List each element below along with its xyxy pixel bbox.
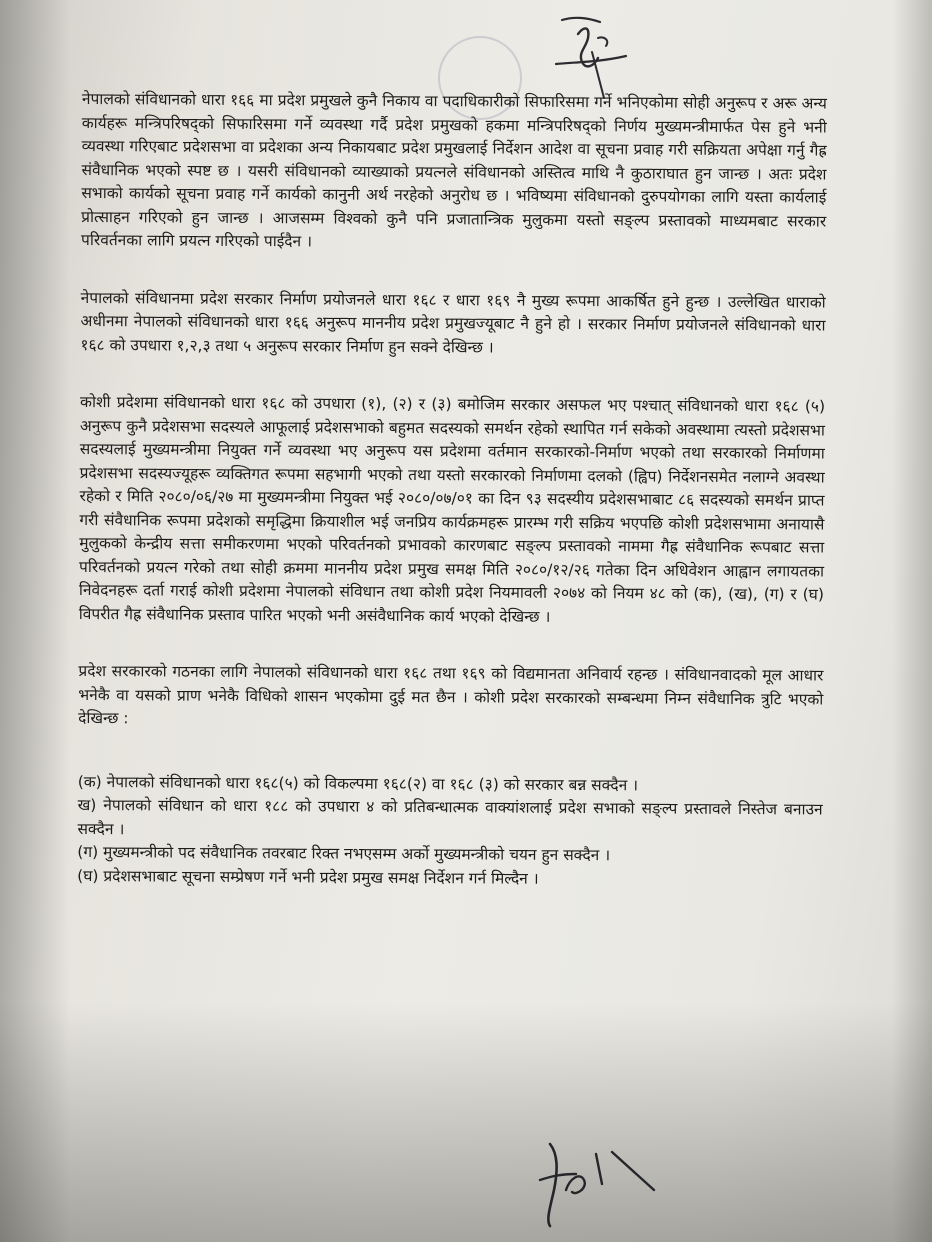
list-item: (ग) मुख्यमन्त्रीको पद संवैधानिक तवरबाट रिक्त नभएसम्म अर्को मुख्यमन्त्रीको चयन हुन सक्दैन । — [77, 842, 611, 865]
paragraph-constitution-article-166: नेपालको संविधानको धारा १६६ मा प्रदेश प्रमुखले कुनै निकाय वा पदाधिकारीको सिफारिसमा गर्ने भनिएकोमा सोही अनुरूप र अरू अन्य कार्यहरू मन्त्रिपरिषद्को सिफारिसमा गर्ने व्यवस्था गर्दै प्रदेश प्रमुखको हकमा मन्त्रिपरिषद्को निर्णय मुख्यमन्त्रीमार्फत पेस हुने भनी व्यवस्था गरिएबाट प्रदेशसभा वा प्रदेशका अन्य निकायबाट प्रदेश प्रमुखलाई निर्देशन आदेश वा सूचना प्रवाह गरी सक्रियता अपेक्षा गर्नु गैह्र संवैधानिक भएको स्पष्ट छ । यसरी संविधानको व्याख्याको प्रयत्नले संविधानको अस्तित्व माथि नै कुठाराघात हुन जान्छ । अतः प्रदेश सभाको कार्यको सूचना प्रवाह गर्ने कार्यको कानुनी अर्थ नरहेको अनुरोध छ । भविष्यमा संविधानको दुरुपयोगका लागि यस्ता कार्यलाई प्रोत्साहन गरिएको हुन जान्छ । आजसम्म विश्वको कुनै पनि प्रजातान्त्रिक मुलुकमा यस्तो सङ्ल्प प्रस्तावको माध्यमबाट सरकार परिवर्तनका लागि प्रयत्न गरिएको पाईदैन । — [81, 89, 827, 251]
list-item: ख) नेपालको संविधान को धारा १८८ को उपधारा ४ को प्रतिबन्धात्मक वाक्यांशलाई प्रदेश सभाको सङ्ल्प प्रस्तावले निस्तेज बनाउन सक्दैन । — [77, 795, 823, 838]
paragraph-koshi-province: कोशी प्रदेशमा संविधानको धारा १६८ को उपधारा (१), (२) र (३) बमोजिम सरकार असफल भए पश्चात् संविधानको धारा १६८ (५) अनुरूप कुनै प्रदेशसभा सदस्यले आफूलाई प्रदेशसभाको बहुमत सदस्यको समर्थन रहेको स्थापित गर्न सकेको अवस्थामा त्यस्तो प्रदेशसभा सदस्यलाई मुख्यमन्त्रीमा नियुक्त गर्ने व्यवस्था भए अनुरूप यस प्रदेशमा वर्तमान सरकारको-निर्माण भएको तथा सरकारको निर्माणमा प्रदेशसभा सदस्यज्यूहरू व्यक्तिगत रूपमा सहभागी भएको तथा यस्तो सरकारको निर्माणमा दलको (ह्विप) निर्देशनसमेत नलाग्ने अवस्था रहेको र मिति २०८०/०६/२७ मा मुख्यमन्त्रीमा नियुक्त भई २०८०/०७/०१ का दिन ९३ सदस्यीय प्रदेशसभाबाट ८६ सदस्यको समर्थन प्राप्त गरी संवैधानिक रूपमा प्रदेशको समृद्धिमा क्रियाशील भई जनप्रिय कार्यक्रमहरू प्रारम्भ गरी सक्रिय भएपछि कोशी प्रदेशसभामा अनायासै मुलुकको केन्द्रीय सत्ता समीकरणमा भएको परिवर्तनको प्रभावको कारणबाट सङ्ल्प प्रस्तावको नाममा गैह्र संवैधानिक रूपबाट सत्ता परिवर्तनको प्रयत्न गरेको तथा सोही क्रममा माननीय प्रदेश प्रमुख समक्ष मिति २०८०/१२/२६ गतेका दिन अधिवेशन आह्वान लगायतका निवेदनहरू दर्ता गराई कोशी प्रदेशमा नेपालको संविधान तथा कोशी प्रदेश नियमावली २०७४ को नियम ४८ को (क), (ख), (ग) र (घ) विपरीत गैह्र संवैधानिक प्रस्ताव पारित भएको भनी असंवैधानिक कार्य भएको देखिन्छ । — [78, 392, 826, 626]
error-list — [77, 770, 823, 892]
paragraph-government-formation: नेपालको संविधानमा प्रदेश सरकार निर्माण प्रयोजनले धारा १६८ र धारा १६९ नै मुख्य रूपमा आकर्षित हुने हुन्छ । उल्लेखित धाराको अधीनमा नेपालको संविधानको धारा १६६ अनुरूप माननीय प्रदेश प्रमुखज्यूबाट नै हुने हो । सरकार निर्माण प्रयोजनले संविधानको धारा १६८ को उपधारा १,२,३ तथा ५ अनुरूप सरकार निर्माण हुन सक्ने देखिन्छ । — [80, 288, 826, 357]
list-item: (घ) प्रदेशसभाबाट सूचना सम्प्रेषण गर्ने भनी प्रदेश प्रमुख समक्ष निर्देशन गर्न मिल्दैन । — [77, 866, 539, 888]
document-body — [77, 88, 827, 893]
page-shadow-bottom — [0, 1002, 932, 1242]
signature-bottom — [536, 1130, 666, 1230]
paragraph-constitutional-errors: प्रदेश सरकारको गठनका लागि नेपालको संविधानको धारा १६८ तथा १६९ को विद्यमानता अनिवार्य रहन्छ । संविधानवादको मूल आधार भनेकै वा यसको प्राण भनेकै विधिको शासन भएकोमा दुई मत छैन । कोशी प्रदेश सरकारको सम्बन्धमा निम्न संवैधानिक त्रुटि भएको देखिन्छ : — [78, 661, 824, 728]
signature-top — [548, 12, 638, 102]
list-item: (क) नेपालको संविधानको धारा १६८(५) को विकल्पमा १६८(२) वा १६८ (३) को सरकार बन्न सक्दैन । — [77, 772, 639, 794]
